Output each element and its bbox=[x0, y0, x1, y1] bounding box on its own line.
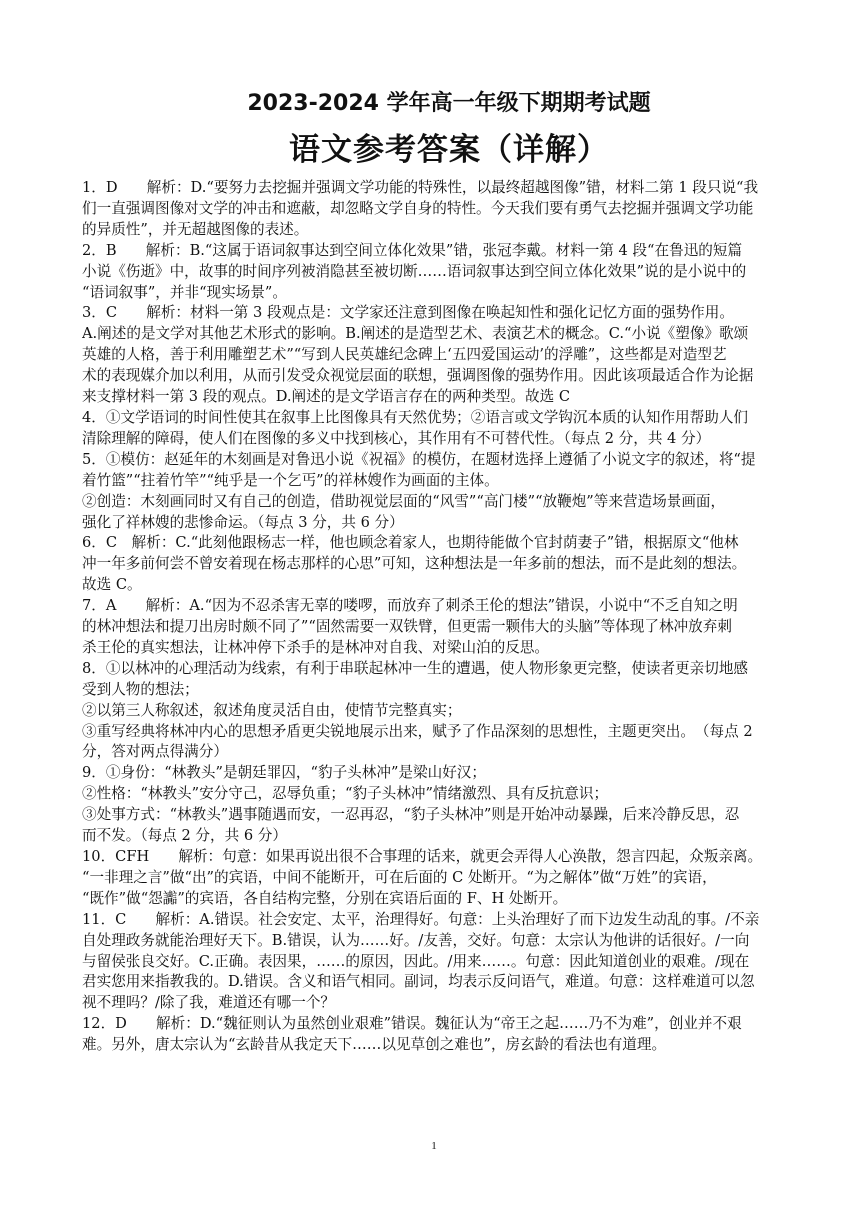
text-line: 2．B 解析：B.“这属于语词叙事达到空间立体化效果”错，张冠李戴。材料一第 4 段“在鲁迅的短篇 bbox=[82, 241, 743, 259]
text-line: 8．①以林冲的心理活动为线索，有利于串联起林冲一生的遭遇，使人物形象更完整，使读者更亲切地感 bbox=[82, 659, 749, 677]
text-line: ②性格：“林教头”安分守己，忍辱负重；“豹子头林冲”情绪激烈、具有反抗意识； bbox=[82, 785, 609, 803]
text-line: 术的表现媒介加以利用，从而引发受众视觉层面的联想，强调图像的强势作用。因此该项最适合作为论据 bbox=[82, 367, 754, 385]
text-line: ③重写经典将林冲内心的思想矛盾更尖锐地展示出来，赋予了作品深刻的思想性，主题更突出。 （每点 2 bbox=[82, 722, 753, 740]
text-line: 视不理吗？/除了我，难道还有哪一个？ bbox=[82, 994, 336, 1012]
text-line: 难。另外，唐太宗认为“玄龄昔从我定天下……以见草创之难也”，房玄龄的看法也有道理。 bbox=[82, 1036, 667, 1054]
text-line: 着竹篮”“拄着竹竿”“纯乎是一个乞丐”的祥林嫂作为画面的主体。 bbox=[82, 471, 499, 489]
text-line: 7．A 解析：A.“因为不忍杀害无辜的喽啰，而放弃了刺杀王伦的想法”错误，小说中“不乏自知之明 bbox=[82, 597, 738, 615]
page-number: 1 bbox=[431, 1140, 437, 1152]
text-line: 与留侯张良交好。C.正确。表因果，……的原因，因此。/用来……。句意：因此知道创业的艰难。/现在 bbox=[82, 952, 750, 970]
text-line: A.阐述的是文学对其他艺术形式的影响。B.阐述的是造型艺术、表演艺术的概念。C.“小说《塑像》歌颂 bbox=[82, 325, 749, 343]
text-line: 的异质性”，并无超越图像的表述。 bbox=[82, 220, 309, 238]
text-line: 的林冲想法和提刀出房时颇不同了”“固然需要一双铁臂，但更需一颗伟大的头脑”等体现了林冲放弃刺 bbox=[82, 618, 732, 636]
text-line: 而不发。（每点 2 分，共 6 分） bbox=[82, 827, 287, 845]
text-line: 分，答对两点得满分） bbox=[82, 743, 228, 761]
text-line: 受到人物的想法； bbox=[82, 680, 199, 698]
text-line: 9．①身份：“林教头”是朝廷罪囚，“豹子头林冲”是梁山好汉； bbox=[82, 764, 486, 782]
text-line: 4．①文学语词的时间性使其在叙事上比图像具有天然优势；②语言或文学钩沉本质的认知作用帮助人们 bbox=[82, 408, 749, 426]
text-line: 10．CFH 解析：句意：如果再说出很不合事理的话来，就更会弄得人心涣散，怨言四起，众叛亲离。 bbox=[82, 848, 763, 865]
text-line: 强化了祥林嫂的悲惨命运。（每点 3 分，共 6 分） bbox=[82, 513, 404, 531]
exam-title: 2023-2024 学年高一年级下期期考试题 bbox=[247, 91, 651, 116]
text-line: 12．D 解析：D.“魏征则认为虽然创业艰难”错误。魏征认为“帝王之起……乃不为难”，创业并不艰 bbox=[82, 1015, 742, 1033]
text-line: 冲一年多前何尝不曾安着现在杨志那样的心思”可知，这种想法是一年多前的想法，而不是此刻的想法。 bbox=[82, 555, 747, 573]
text-line: 1．D 解析：D.“要努力去挖掘并强调文学功能的特殊性，以最终超越图像”错，材料二第 1 段只说“我 bbox=[82, 179, 759, 196]
answer-key-heading: 语文参考答案（详解） bbox=[289, 132, 609, 168]
text-line: “语词叙事”，并非“现实场景”。 bbox=[82, 283, 287, 301]
text-line: “一非理之言”做“出”的宾语，中间不能断开，可在后面的 C 处断开。“为之解体”做“万姓”的宾语， bbox=[82, 868, 717, 886]
text-line: ②以第三人称叙述，叙述角度灵活自由，使情节完整真实； bbox=[82, 701, 462, 719]
text-line: 自处理政务就能治理好天下。B.错误，认为……好。/友善，交好。句意：太宗认为他讲的话很好。/一向 bbox=[82, 931, 750, 949]
text-line: 故选 C。 bbox=[82, 576, 142, 594]
text-line: 5．①模仿：赵延年的木刻画是对鲁迅小说《祝福》的模仿，在题材选择上遵循了小说文字的叙述，将“提 bbox=[82, 450, 756, 468]
text-line: 清除理解的障碍，使人们在图像的多义中找到核心，其作用有不可替代性。（每点 2 分，共 4 分） bbox=[82, 429, 711, 447]
text-line: ③处事方式：“林教头”遇事随遇而安，一忍再忍，“豹子头林冲”则是开始冲动暴躁，后来冷静反思，忍 bbox=[82, 806, 740, 824]
text-line: 来支撑材料一第 3 段的观点。D.阐述的是文学语言存在的两种类型。故选 C bbox=[82, 388, 571, 406]
text-line: 小说《伤逝》中，故事的时间序列被消隐甚至被切断……语词叙事达到空间立体化效果”说的是小说中的 bbox=[82, 262, 747, 280]
text-line: 11．C 解析：A.错误。社会安定、太平，治理得好。句意：上头治理好了而下边发生动乱的事。/不亲 bbox=[82, 910, 760, 928]
text-line: 3．C 解析：材料一第 3 段观点是：文学家还注意到图像在唤起知性和强化记忆方面的强势作用。 bbox=[82, 304, 734, 322]
answer-content bbox=[82, 178, 808, 1056]
text-line: 英雄的人格，善于利用雕塑艺术”“写到人民英雄纪念碑上‘五四爱国运动’的浮雕”，这些都是对造型艺 bbox=[82, 346, 727, 364]
text-line: 6．C 解析：C.“此刻他跟杨志一样，他也顾念着家人，也期待能做个官封荫妻子”错，根据原文“他林 bbox=[82, 534, 739, 552]
text-line: 杀王伦的真实想法，让林冲停下杀手的是林冲对自我、对梁山泊的反思。 bbox=[82, 638, 550, 656]
text-line: 君实您用来指教我的。D.错误。含义和语气相同。副词，均表示反问语气，难道。句意：这样难道可以忽 bbox=[82, 973, 755, 991]
text-line: ②创造：木刻画同时又有自己的创造，借助视觉层面的“风雪”“高门楼”“放鞭炮”等来营造场景画面， bbox=[82, 492, 726, 510]
text-line: “既作”做“怨讟”的宾语，各自结构完整，分别在宾语后面的 F、H 处断开。 bbox=[82, 889, 568, 907]
text-line: 们一直强调图像对文学的冲击和遮蔽，却忽略文学自身的特性。今天我们要有勇气去挖掘并强调文学功能 bbox=[82, 199, 754, 217]
